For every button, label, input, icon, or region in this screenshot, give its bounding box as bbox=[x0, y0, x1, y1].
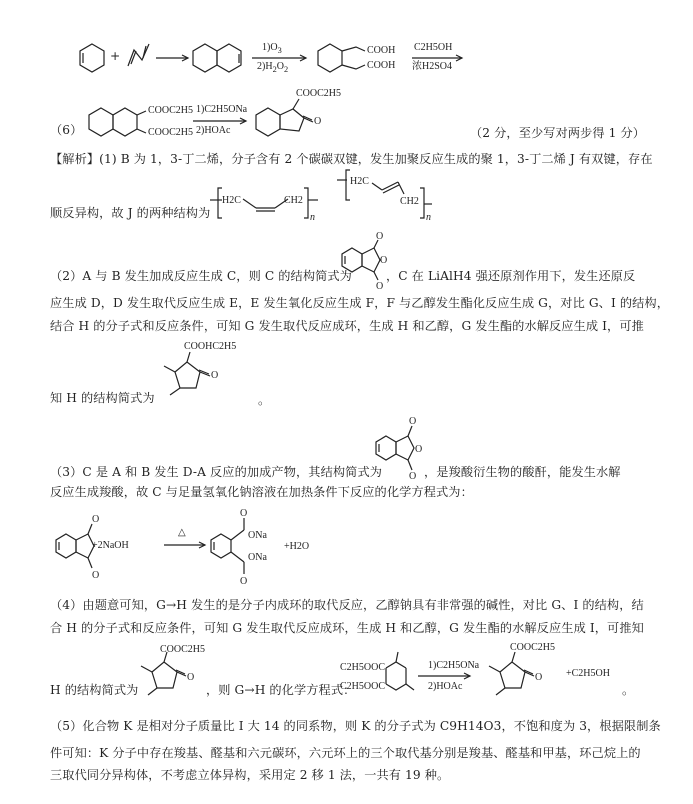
equation-period: 。 bbox=[622, 683, 635, 697]
acid-workup-reagent: 2)HOAc bbox=[196, 125, 231, 136]
analysis-4-line-3: H 的结构简式为 bbox=[50, 683, 139, 697]
sodium-carboxylate-2: ONa bbox=[248, 552, 267, 563]
cyclization-base-reagent: 1)C2H5ONa bbox=[428, 660, 480, 671]
sulfuric-acid-condition: 浓H2SO4 bbox=[412, 61, 453, 72]
analysis-5-line-2: 件可知：K 分子中存在羧基、醛基和六元碳环，六元环上的三个取代基分别是羧基、醛基和甲基，环己烷上的 bbox=[50, 746, 641, 760]
analysis-2-line-2: 应生成 D，D 发生取代反应生成 E，E 发生氧化反应生成 F，F 与乙醇发生酯化反应生成 G，对比 G、I 的结构， bbox=[50, 296, 669, 310]
product-ester-group: COOC2H5 bbox=[296, 88, 342, 99]
cyclization-acid-reagent: 2)HOAc bbox=[428, 681, 463, 692]
score-note: （2 分，至少写对两步得 1 分） bbox=[470, 126, 646, 140]
base-reagent: 1)C2H5ONa bbox=[196, 104, 248, 115]
water-product: +H2O bbox=[284, 541, 310, 552]
trans-left-end: H2C bbox=[350, 176, 369, 187]
svg-text:O: O bbox=[376, 281, 384, 292]
analysis-3-line-1a: （3）C 是 A 和 B 发生 D-A 反应的加成产物，其结构简式为 bbox=[50, 465, 383, 479]
svg-text:O: O bbox=[535, 672, 543, 683]
analysis-1-line-1: 【解析】(1) B 为 1，3-丁二烯，分子含有 2 个碳碳双键，发生加聚反应生成的聚 1，3-丁二烯 J 有双键，存在 bbox=[50, 152, 653, 166]
h-ester-substituent: COOHC2H5 bbox=[184, 341, 237, 352]
ester-group-2: COOC2H5 bbox=[148, 127, 194, 138]
svg-text:O: O bbox=[92, 514, 100, 525]
naoh-reagent: +2NaOH bbox=[92, 540, 129, 551]
svg-text:O: O bbox=[409, 416, 417, 427]
analysis-2-line-4: 知 H 的结构简式为 bbox=[50, 391, 155, 405]
trans-repeat-n: n bbox=[426, 212, 431, 223]
analysis-5-line-3: 三取代同分异构体，不考虑立体异构，采用定 2 移 1 法，一共有 19 种。 bbox=[50, 768, 450, 782]
svg-text:O: O bbox=[92, 570, 100, 581]
analysis-4-line-2: 合 H 的分子式和反应条件，可知 G 发生取代反应成环，生成 H 和乙醇，G 发生酯的水解反应生成 I，可推知 bbox=[50, 621, 644, 635]
question-6-label: （6） bbox=[50, 123, 83, 137]
analysis-4-line-1: （4）由题意可知，G→H 发生的是分子内成环的取代反应，乙醇钠具有非常强的碱性，对比 G、I 的结构，结 bbox=[50, 598, 644, 612]
carboxyl-group-2: COOH bbox=[367, 60, 396, 71]
analysis-2-line-1b: ，C 在 LiAlH4 强还原剂作用下，发生还原反 bbox=[386, 269, 636, 283]
analysis-3-line-1b: ，是羧酸衍生物的酸酐，能发生水解 bbox=[424, 465, 621, 479]
g-ester-group-1: C2H5OOC bbox=[340, 662, 386, 673]
h-ester-substituent-2: COOC2H5 bbox=[160, 644, 206, 655]
svg-text:O: O bbox=[240, 508, 248, 519]
ethanol-byproduct: +C2H5OH bbox=[566, 668, 610, 679]
ester-group-1: COOC2H5 bbox=[148, 105, 194, 116]
ketone-oxygen: O bbox=[314, 116, 322, 127]
svg-text:O: O bbox=[187, 672, 195, 683]
analysis-3-line-2: 反应生成羧酸，故 C 与足量氢氧化钠溶液在加热条件下反应的化学方程式为： bbox=[50, 485, 473, 499]
carboxyl-group-1: COOH bbox=[367, 45, 396, 56]
svg-text:O: O bbox=[240, 576, 248, 587]
cis-repeat-n: n bbox=[310, 212, 315, 223]
cis-right-end: CH2 bbox=[284, 195, 303, 206]
plus-sign: + bbox=[110, 49, 121, 63]
sodium-carboxylate-1: ONa bbox=[248, 530, 267, 541]
ozonolysis-reagent: $1)O_3$ bbox=[262, 42, 282, 55]
svg-text:O: O bbox=[380, 255, 388, 266]
product-h-ester-group: COOC2H5 bbox=[510, 642, 556, 653]
svg-text:O: O bbox=[376, 231, 384, 242]
trans-right-end: CH2 bbox=[400, 196, 419, 207]
g-ester-group-2: C2H5OOC bbox=[340, 681, 386, 692]
h-ketone-oxygen: O bbox=[211, 370, 219, 381]
period-mark: 。 bbox=[258, 393, 271, 407]
analysis-5-line-1: （5）化合物 K 是相对分子质量比 I 大 14 的同系物，则 K 的分子式为 C9H14O3，不饱和度为 3，根据限制条 bbox=[50, 719, 661, 733]
analysis-2-line-1a: （2）A 与 B 发生加成反应生成 C，则 C 的结构简式为 bbox=[50, 269, 352, 283]
heat-symbol: △ bbox=[178, 527, 186, 538]
ethanol-reagent: C2H5OH bbox=[414, 42, 453, 53]
analysis-4-line-3b: ，则 G→H 的化学方程式： bbox=[206, 683, 356, 697]
analysis-2-line-3: 结合 H 的分子式和反应条件，可知 G 发生取代反应成环，生成 H 和乙醇，G 发生酯的水解反应生成 I，可推 bbox=[50, 319, 644, 333]
svg-text:O: O bbox=[409, 471, 417, 482]
cis-left-end: H2C bbox=[222, 195, 241, 206]
svg-text:O: O bbox=[415, 444, 423, 455]
analysis-1-line-2: 顺反异构，故 J 的两种结构为 bbox=[50, 206, 211, 220]
oxidation-reagent: $2)H_2O_2$ bbox=[257, 61, 289, 74]
